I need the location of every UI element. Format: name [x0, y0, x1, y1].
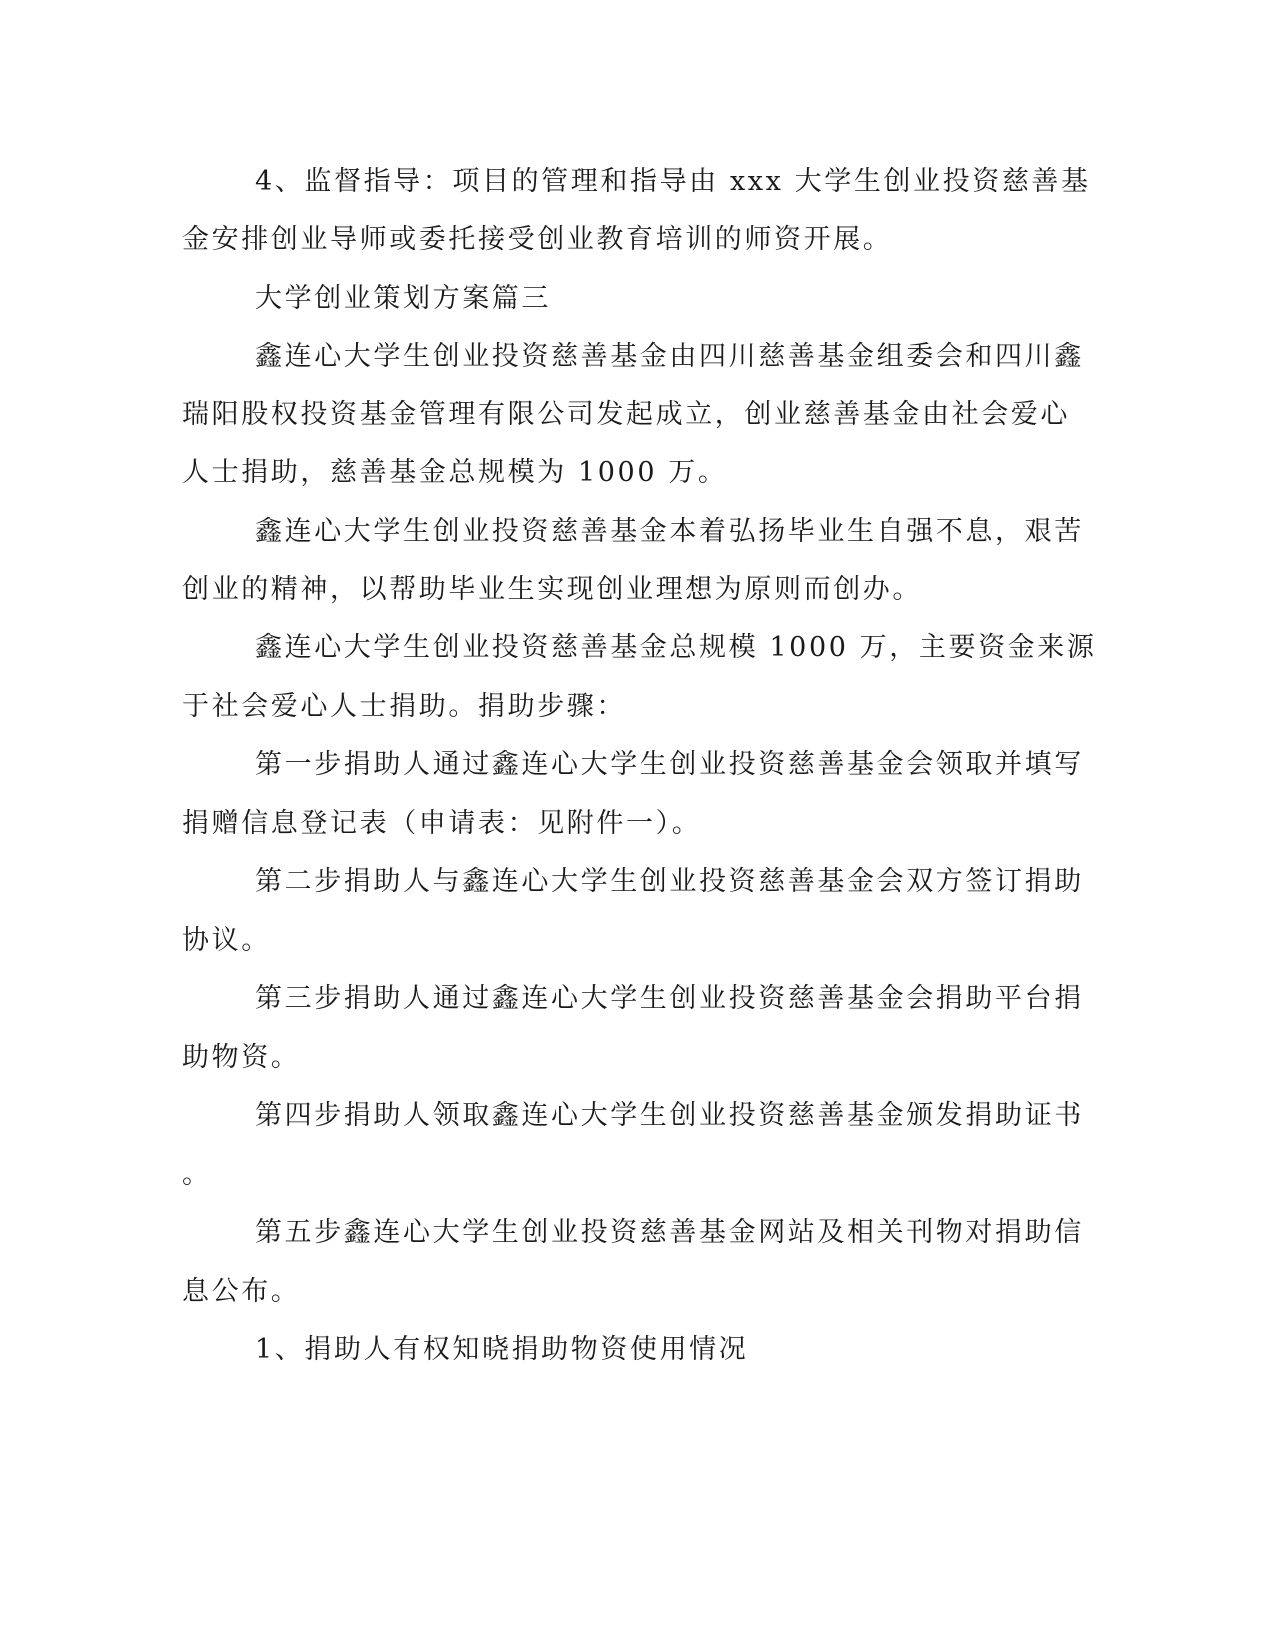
paragraph-line: 于社会爱心人士捐助。捐助步骤：: [182, 691, 626, 722]
paragraph-line: 1、捐助人有权知晓捐助物资使用情况: [255, 1334, 749, 1365]
paragraph-line: 创业的精神，以帮助毕业生实现创业理想为原则而创办。: [182, 574, 922, 605]
paragraph-line: 第一步捐助人通过鑫连心大学生创业投资慈善基金会领取并填写: [255, 749, 1084, 780]
paragraph-line: 金安排创业导师或委托接受创业教育培训的师资开展。: [182, 224, 893, 255]
paragraph-line: 鑫连心大学生创业投资慈善基金本着弘扬毕业生自强不息，艰苦: [255, 516, 1084, 547]
paragraph-line: 鑫连心大学生创业投资慈善基金由四川慈善基金组委会和四川鑫: [255, 341, 1084, 372]
paragraph-line: 协议。: [182, 925, 271, 956]
paragraph-line: 瑞阳股权投资基金管理有限公司发起成立，创业慈善基金由社会爱心: [182, 399, 1070, 430]
paragraph-line: 。: [182, 1159, 212, 1190]
paragraph-line: 助物资。: [182, 1042, 301, 1073]
paragraph-line: 第三步捐助人通过鑫连心大学生创业投资慈善基金会捐助平台捐: [255, 983, 1084, 1014]
paragraph-line: 第五步鑫连心大学生创业投资慈善基金网站及相关刊物对捐助信: [255, 1217, 1084, 1248]
paragraph-line: 4、监督指导：项目的管理和指导由 xxx 大学生创业投资慈善基: [255, 166, 1091, 197]
paragraph-line: 人士捐助，慈善基金总规模为 1000 万。: [182, 457, 728, 488]
paragraph-line: 第二步捐助人与鑫连心大学生创业投资慈善基金会双方签订捐助: [255, 866, 1084, 897]
section-heading: 大学创业策划方案篇三: [255, 283, 551, 314]
paragraph-line: 鑫连心大学生创业投资慈善基金总规模 1000 万，主要资金来源: [255, 632, 1097, 663]
paragraph-line: 息公布。: [182, 1276, 301, 1307]
paragraph-line: 第四步捐助人领取鑫连心大学生创业投资慈善基金颁发捐助证书: [255, 1100, 1084, 1131]
paragraph-line: 捐赠信息登记表（申请表：见附件一）。: [182, 808, 702, 839]
